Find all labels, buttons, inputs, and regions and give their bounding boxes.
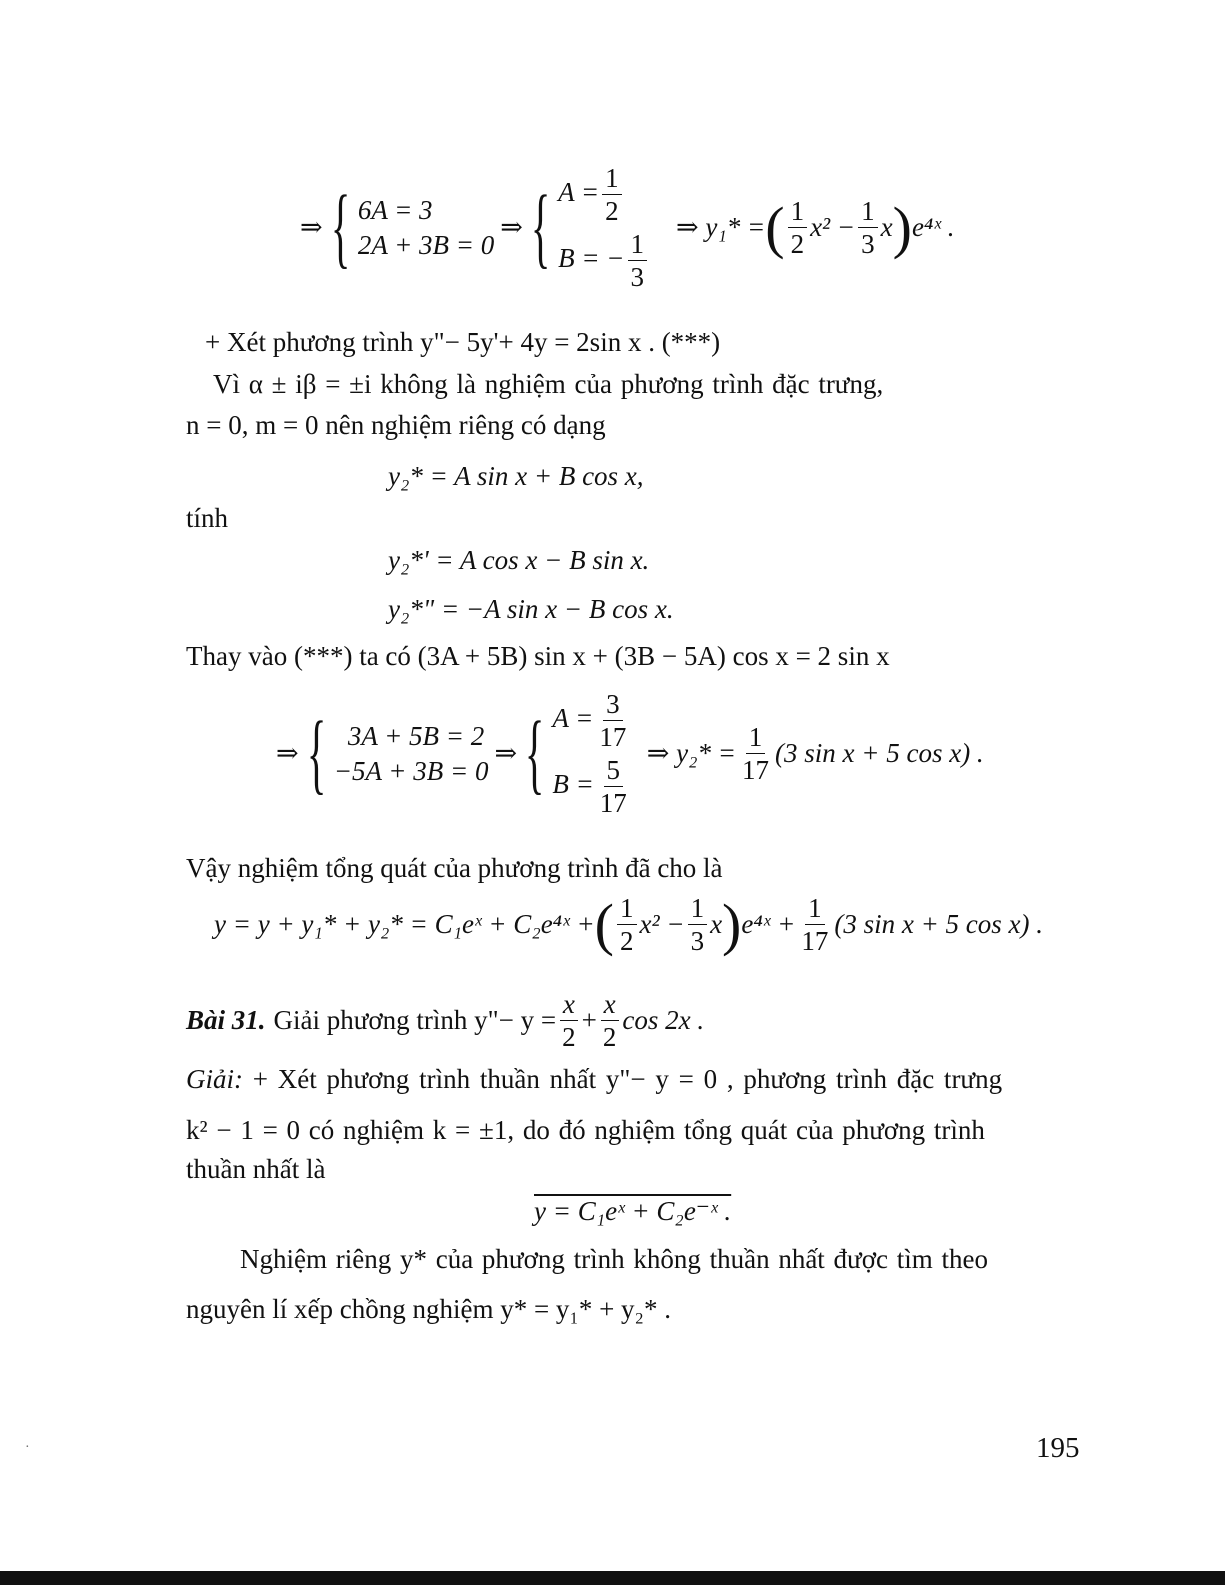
exercise-31: Bài 31. Giải phương trình y"− y = $\frac{x}{2}$ + $\frac{x}{2}$ cos 2x . (186, 989, 705, 1053)
system-equations (334, 719, 489, 789)
system-equations (358, 193, 494, 263)
fraction: $\frac{1}{2}$ (617, 894, 637, 956)
fraction: $\frac{1}{17}$ (801, 893, 829, 957)
solution-system (552, 688, 632, 819)
equation-system-2: ⇒ { 3A + 5B = 2 −5A + 3B = 0 ⇒ { A = $\frac{3}{17}$ B = $\frac{5}{17}$ ⇒ y₂* = $\frac{1}{17}$ (3 sin x + 5 cos x) . (276, 689, 984, 819)
implies-symbol: ⇒ (300, 212, 323, 243)
general-solution: y = y + y₁* + y₂* = C₁eˣ + C₂e⁴ˣ + ( $\frac{1}{2}$ x² − $\frac{1}{3}$ x ) e⁴ˣ + $\frac{1}{17}$ (3 sin x + 5 cos x) . (214, 891, 1044, 957)
fraction: $\frac{1}{17}$ (742, 721, 770, 786)
solution-a: A = $\frac{1}{2}$ (558, 162, 650, 228)
formula-ybar: y = C₁eˣ + C₂e⁻ˣ . (534, 1196, 732, 1226)
text-line-vay: Vậy nghiệm tổng quát của phương trình đã cho là (186, 853, 723, 883)
fraction: $\frac{1}{2}$ (788, 197, 808, 259)
solution-line-3: thuần nhất là (186, 1154, 326, 1184)
text-line-nm: n = 0, m = 0 nên nghiệm riêng có dạng (186, 410, 606, 440)
formula-y2-double-prime: y₂*" = −A sin x − B cos x. (388, 594, 674, 624)
page-number: 195 (1036, 1432, 1080, 1464)
text-line-thay: Thay vào (***) ta có (3A + 5B) sin x + (3B − 5A) cos x = 2 sin x (186, 641, 890, 671)
system-line-1: 3A + 5B = 2 (347, 720, 485, 751)
fraction: $\frac{x}{2}$ (559, 990, 579, 1052)
text-line-vi: Vì α ± iβ = ±i không là nghiệm của phương trình đặc trưng, (213, 369, 884, 399)
solution-line-2: k² − 1 = 0 có nghiệm k = ±1, do đó nghiệm tổng quát của phương trình (186, 1115, 985, 1145)
solution-label: Giải: (186, 1064, 243, 1094)
solution-a: A = $\frac{3}{17}$ (552, 689, 627, 753)
fraction: $\frac{x}{2}$ (600, 990, 620, 1052)
left-brace: { (525, 703, 545, 803)
scan-speck: · (25, 1440, 30, 1455)
scan-border (0, 1571, 1225, 1585)
formula-y2: y₂* = A sin x + B cos x, (388, 461, 644, 491)
exercise-label: Bài 31. (186, 1005, 266, 1036)
solution-line-1: Giải: + Xét phương trình thuần nhất y"− y = 0 , phương trình đặc trưng (186, 1064, 1003, 1094)
implies-symbol: ⇒ (494, 738, 518, 769)
fraction: $\frac{1}{3}$ (688, 894, 708, 956)
exercise-text: Giải phương trình y"− y = (273, 1005, 557, 1036)
system-line-2: −5A + 3B = 0 (333, 755, 489, 786)
solution-b: B = $\frac{5}{17}$ (552, 754, 627, 819)
system-line-1: 6A = 3 (357, 194, 433, 225)
implies-symbol: ⇒ (276, 738, 299, 769)
left-brace: { (330, 177, 350, 277)
text-line-consider: + Xét phương trình y"− 5y'+ 4y = 2sin x . (***) (205, 327, 721, 357)
system-line-2: 2A + 3B = 0 (357, 229, 495, 260)
text-line-nghiem-rieng: Nghiệm riêng y* của phương trình không thuần nhất được tìm theo (240, 1244, 988, 1274)
implies-symbol: ⇒ (500, 212, 523, 243)
result-lhs: ⇒ y₂* = (646, 738, 737, 769)
fraction: $\frac{1}{3}$ (858, 197, 878, 259)
text-line-xep-chong: nguyên lí xếp chồng nghiệm y* = y₁* + y₂* . (186, 1294, 671, 1324)
left-brace: { (530, 177, 551, 277)
result-lhs: ⇒ y₁* = (676, 212, 766, 243)
equation-system-1: ⇒ { 6A = 3 2A + 3B = 0 ⇒ { A = $\frac{1}{2}$ B = − $\frac{1}{3}$ ⇒ y₁* = ( $\frac{1}{2}$ x² − $\frac{1}{3}$ x ) e⁴ˣ . (300, 163, 955, 293)
solution-system (558, 162, 650, 293)
text-line-tinh: tính (186, 503, 229, 533)
solution-b: B = − $\frac{1}{3}$ (558, 228, 650, 294)
formula-y2-prime: y₂*' = A cos x − B sin x. (388, 545, 650, 575)
left-brace: { (306, 703, 326, 803)
